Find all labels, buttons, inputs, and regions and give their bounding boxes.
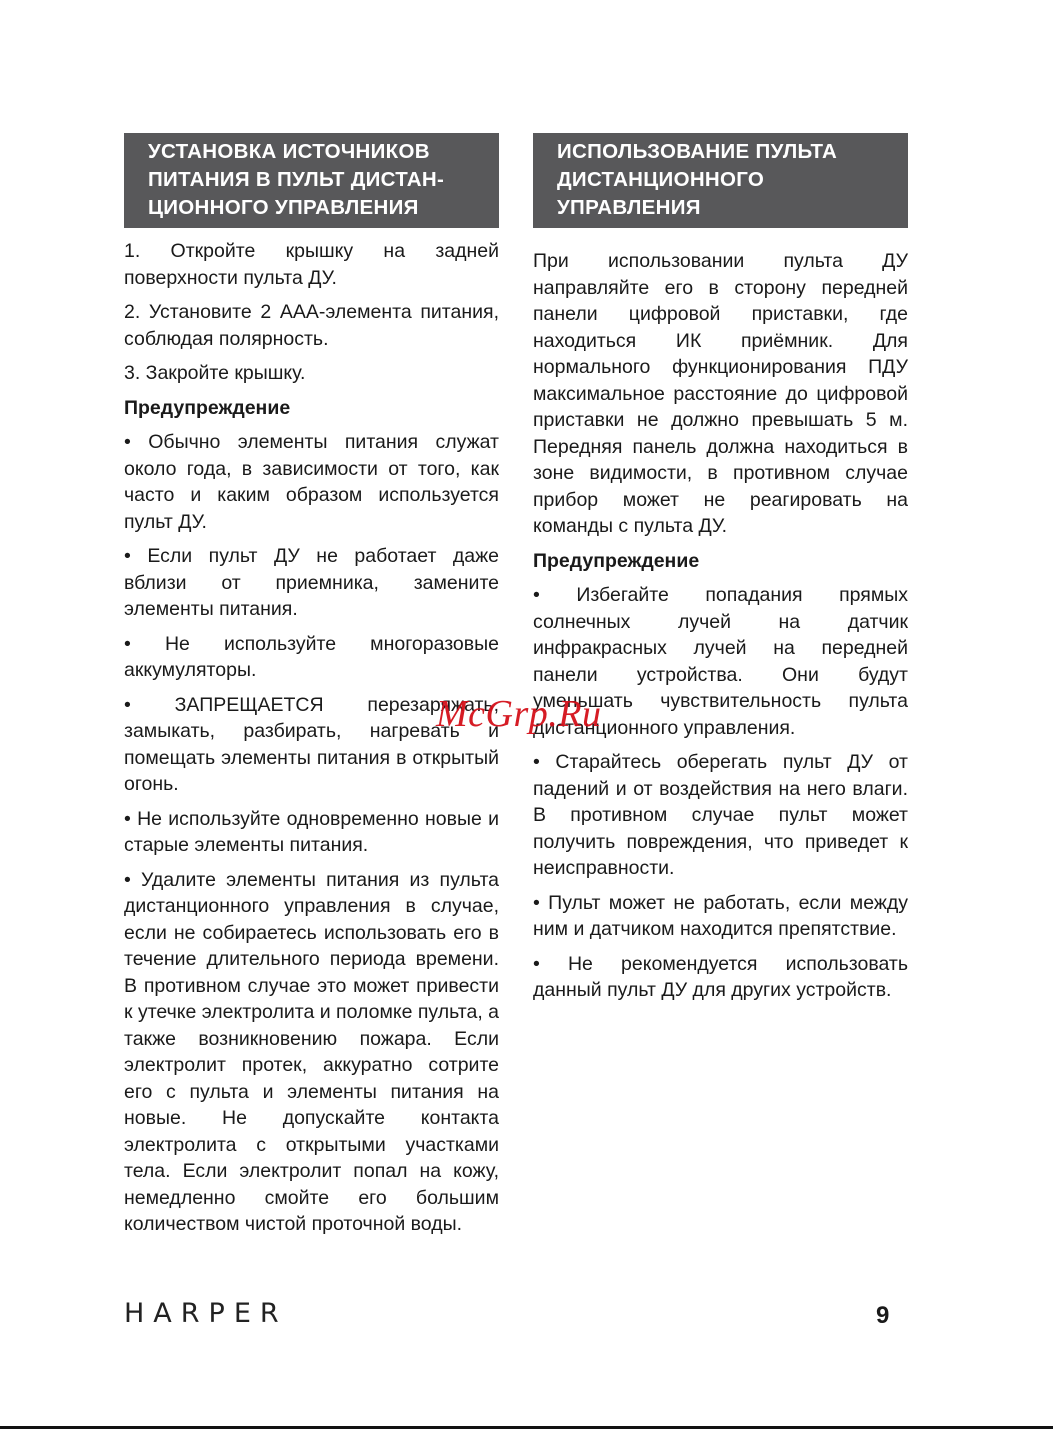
paragraph: • Обычно элементы питания служат около года, в зависимости от того, как часто и каким образом используется пульт ДУ. [124,431,499,533]
section-heading-remote-usage: ИСПОЛЬЗОВАНИЕ ПУЛЬТА ДИСТАНЦИОННОГО УПРАВЛЕНИЯ [533,133,908,228]
paragraph: • Пульт может не работать, если между ним и датчиком находится препятствие. [533,891,908,940]
left-body [124,238,499,1238]
paragraph: • Не используйте многоразовые аккумуляторы. [124,632,499,681]
paragraph: • Не используйте одновременно новые и старые элементы питания. [124,807,499,856]
right-body [533,248,908,1004]
watermark: McGrp.Ru [436,693,602,735]
paragraph: • Если пульт ДУ не работает даже вблизи от приемника, замените элементы питания. [124,545,499,620]
paragraph: • Избегайте попадания прямых солнечных лучей на датчик инфракрасных лучей на передней панели устройства. Они будут уменьшать чувствительность пульта дистанционного управления. [533,584,908,739]
paragraph: 2. Установите 2 ААА-элемента питания, соблюдая полярность. [124,301,499,350]
paragraph: 1. Откройте крышку на задней поверхности пульта ДУ. [124,240,499,289]
paragraph: • Не рекомендуется использовать данный пульт ДУ для других устройств. [533,952,908,1001]
right-column [533,133,908,1012]
warning-heading: Предупреждение [124,396,291,419]
warning-heading: Предупреждение [533,549,700,572]
paragraph: При использовании пульта ДУ направляйте его в сторону передней панели цифровой приставки, где находиться ИК приёмник. Для нормального функционирования ПДУ максимальное расстояние до цифровой приставки не должно превышать 5 м. Передняя панель должна находиться в зоне видимости, в противном случае прибор может не реагировать на команды с пульта ДУ. [533,250,908,537]
paragraph: • ЗАПРЕЩАЕТСЯ перезаряжать, замыкать, разбирать, нагревать и помещать элементы питания в открытый огонь. [124,693,499,795]
page-number: 9 [876,1302,890,1329]
paragraph: • Старайтесь оберегать пульт ДУ от падений и от воздействия на него влаги. В противном случае пульт может получить повреждения, что приведет к неисправности. [533,751,908,879]
left-column [124,133,499,1246]
section-heading-battery-install: УСТАНОВКА ИСТОЧНИКОВ ПИТАНИЯ В ПУЛЬТ ДИСТАН-ЦИОННОГО УПРАВЛЕНИЯ [124,133,499,228]
brand-logo: HARPER [124,1298,288,1329]
paragraph: • Удалите элементы питания из пульта дистанционного управления в случае, если не собираетесь использовать его в течение длительного периода времени. В противном случае это может привести к утечке электролита и поломке пульта, а также возникновению пожара. Если электролит протек, аккуратно сотрите его с пульта и элементы питания на новые. Не допускайте контакта электролита с открытыми участками тела. Если электролит попал на кожу, немедленно смойте его большим количеством чистой проточной воды. [124,868,499,1235]
paragraph: 3. Закройте крышку. [124,362,306,384]
